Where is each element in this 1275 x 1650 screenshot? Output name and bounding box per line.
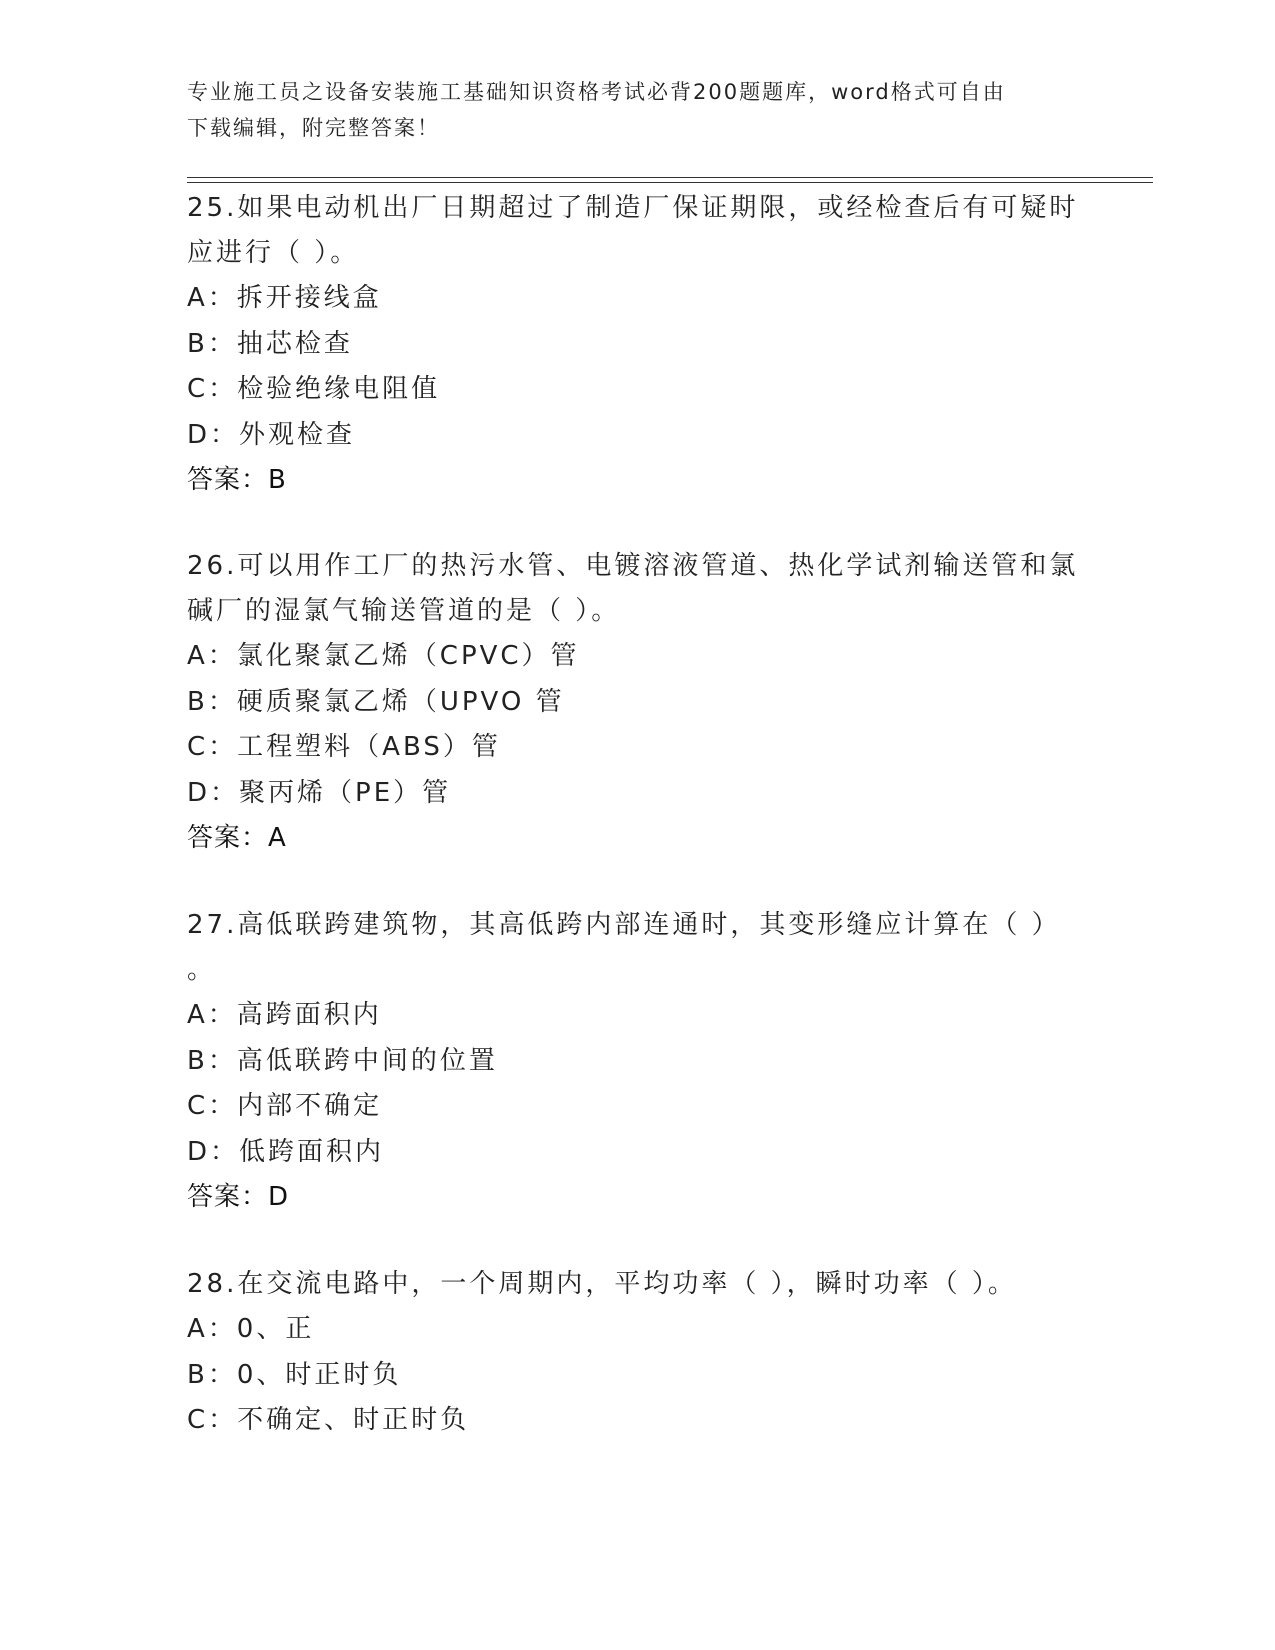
answer-text: 答案：A [187,823,287,853]
question-stem [187,186,1087,276]
question-stem-line: 应进行（ ）。 [187,238,360,268]
option-b: B：0、时正时负 [187,1359,402,1390]
option-c: C：工程塑料（ABS）管 [187,732,501,762]
question-stem [187,544,1087,634]
option-b: B：抽芯检查 [187,328,353,359]
header-line-1: 专业施工员之设备安装施工基础知识资格考试必背200题题库，word格式可自由 [187,80,1006,104]
option-a: A：高跨面积内 [187,1000,382,1030]
question-stem-line: 。 [187,955,217,985]
question-27 [187,903,1087,1220]
question-28 [187,1262,1087,1444]
document-header [187,74,1087,146]
option-d: D：聚丙烯（PE）管 [187,777,452,808]
answer-text: 答案：B [187,465,287,495]
option-a: A：0、正 [187,1314,315,1344]
header-divider-bottom [187,182,1153,183]
question-stem [187,1262,1087,1307]
option-a: A：拆开接线盒 [187,283,382,313]
question-stem-line: 26.可以用作工厂的热污水管、电镀溶液管道、热化学试剂输送管和氯 [187,551,1079,581]
header-divider-top [187,177,1153,178]
question-25 [187,186,1087,503]
option-a: A：氯化聚氯乙烯（CPVC）管 [187,641,580,671]
option-c: C：内部不确定 [187,1091,383,1121]
option-b: B：硬质聚氯乙烯（UPVO 管 [187,686,565,717]
option-b: B：高低联跨中间的位置 [187,1045,498,1076]
option-c: C：检验绝缘电阻值 [187,374,441,404]
question-stem-line: 28.在交流电路中，一个周期内，平均功率（ ），瞬时功率（ ）。 [187,1269,1017,1299]
question-stem-line: 碱厂的湿氯气输送管道的是（ ）。 [187,596,621,626]
answer-text: 答案：D [187,1182,290,1212]
option-d: D：低跨面积内 [187,1136,385,1167]
question-26 [187,544,1087,861]
option-d: D：外观检查 [187,419,356,450]
header-line-2: 下载编辑，附完整答案！ [187,116,440,140]
option-c: C：不确定、时正时负 [187,1405,470,1435]
question-stem [187,903,1087,993]
question-stem-line: 27.高低联跨建筑物，其高低跨内部连通时，其变形缝应计算在（ ） [187,910,1061,940]
question-stem-line: 25.如果电动机出厂日期超过了制造厂保证期限，或经检查后有可疑时 [187,193,1079,223]
